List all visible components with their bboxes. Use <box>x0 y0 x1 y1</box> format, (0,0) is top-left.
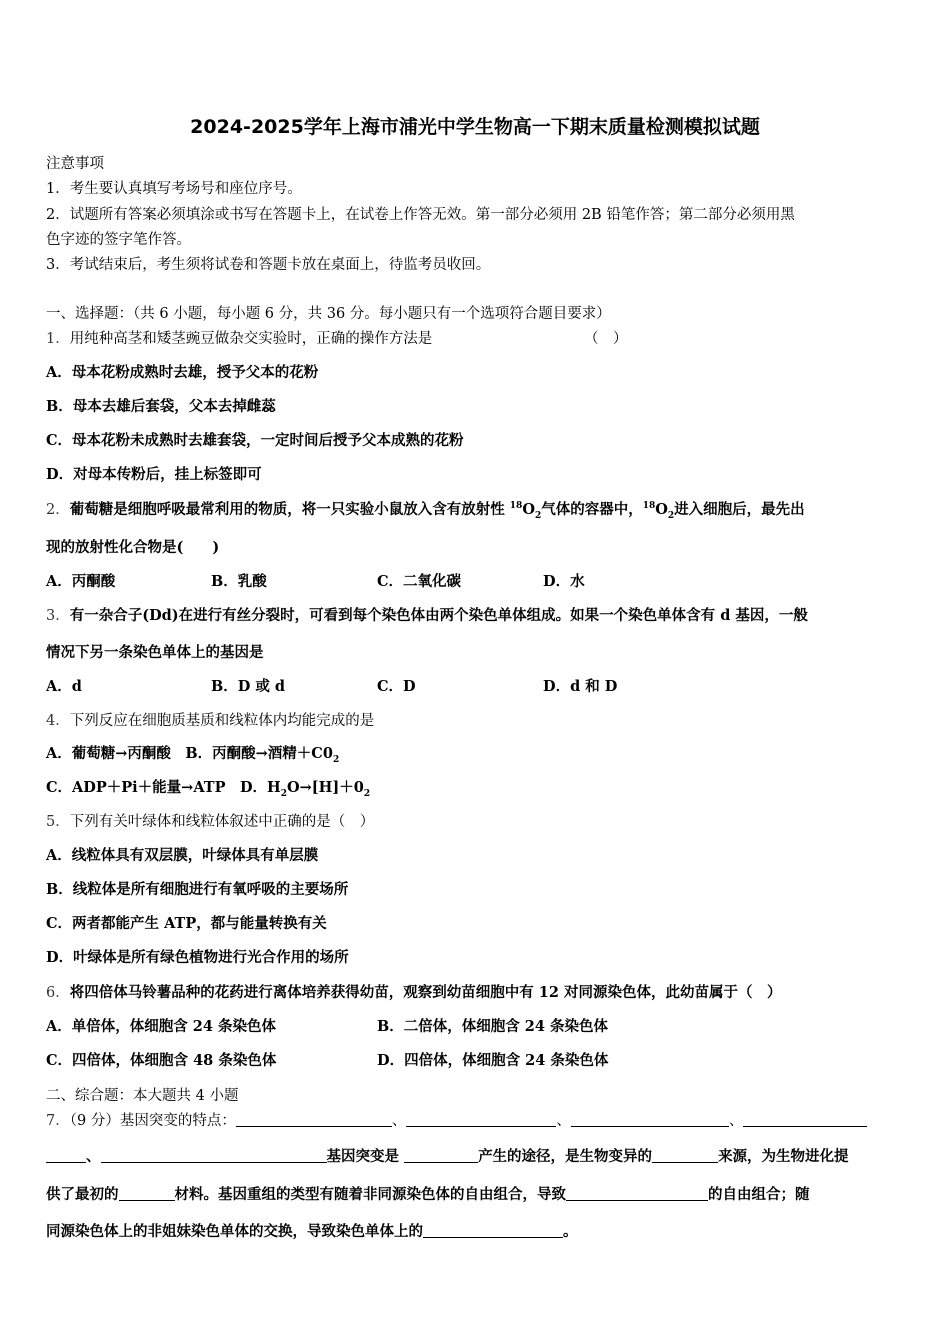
question-7-line-3 <box>46 1183 906 1204</box>
notice-item: 3．考试结束后，考生须将试卷和答题卡放在桌面上，待监考员收回。 <box>46 257 491 273</box>
answer-blank[interactable] <box>119 1186 175 1201</box>
subscript: 2 <box>667 510 675 521</box>
question-text: 下列有关叶绿体和线粒体叙述中正确的是（ ） <box>69 814 375 830</box>
page-title: 2024-2025学年上海市浦光中学生物高一下期末质量检测模拟试题 <box>190 116 760 138</box>
answer-blank[interactable] <box>101 1148 327 1163</box>
question-4-options-cd <box>46 776 370 799</box>
question-3-stem-cont: 情况下另一条染色单体上的基因是 <box>46 644 264 661</box>
separator: 、 <box>86 1148 101 1165</box>
question-text: 产生的途径，是生物变异的 <box>478 1148 653 1165</box>
answer-blank[interactable] <box>423 1223 563 1238</box>
question-3-stem <box>46 604 906 625</box>
question-1-option-a: A．母本花粉成熟时去雄，授予父本的花粉 <box>46 364 319 381</box>
answer-blank[interactable] <box>406 1112 556 1127</box>
question-number: 1． <box>46 331 70 347</box>
question-text: 的自由组合；随 <box>708 1186 810 1203</box>
separator: 、 <box>728 1113 744 1129</box>
question-number: 2． <box>46 502 70 518</box>
notice-item: 2．试题所有答案必须填涂或书写在答题卡上，在试卷上作答无效。第一部分必须用 2B 铅笔作答；第二部分必须用黑 <box>46 207 795 223</box>
question-number: 7． <box>46 1113 70 1129</box>
oxygen-symbol: O <box>522 501 535 518</box>
question-text: 基因突变的特点： <box>119 1113 236 1129</box>
notice-heading: 注意事项 <box>46 156 104 172</box>
question-text: 来源，为生物进化提 <box>718 1148 849 1165</box>
question-text: 进入细胞后，最先出 <box>674 501 805 518</box>
question-7-line-4 <box>46 1220 906 1241</box>
answer-blank[interactable] <box>571 1112 729 1127</box>
question-3-option-a: A．d <box>46 678 82 695</box>
question-6-option-d: D．四倍体，体细胞含 24 条染色体 <box>377 1052 609 1069</box>
question-1-option-b: B．母本去雄后套袋，父本去掉雌蕊 <box>46 398 276 415</box>
subscript: 2 <box>534 510 542 521</box>
separator: 、 <box>391 1113 407 1129</box>
question-7-line-2 <box>46 1145 906 1166</box>
question-score: （9 分） <box>69 1113 120 1129</box>
question-5-stem <box>46 810 906 831</box>
question-text: 葡萄糖是细胞呼吸最常利用的物质，将一只实验小鼠放入含有放射性 <box>69 501 510 518</box>
question-2-option-c: C．二氧化碳 <box>377 573 462 590</box>
option-text: C．ADP＋Pi＋能量→ATP D．H <box>46 779 281 796</box>
question-4-stem <box>46 709 906 730</box>
option-text: A．葡萄糖→丙酮酸 B．丙酮酸→酒精＋C0 <box>46 745 333 762</box>
answer-blank[interactable] <box>236 1112 392 1127</box>
answer-paren: （ ） <box>584 331 628 347</box>
question-2-option-b: B．乳酸 <box>211 573 267 590</box>
subscript: 2 <box>363 788 371 799</box>
question-text: 材料。基因重组的类型有随着非同源染色体的自由组合，导致 <box>174 1186 566 1203</box>
question-number: 6． <box>46 985 70 1001</box>
question-text: 有一杂合子(Dd)在进行有丝分裂时，可看到每个染色体由两个染色单体组成。如果一个染色单体含有 d 基因，一般 <box>69 607 808 624</box>
question-6-option-a: A．单倍体，体细胞含 24 条染色体 <box>46 1018 277 1035</box>
question-5-option-c: C．两者都能产生 ATP，都与能量转换有关 <box>46 915 327 932</box>
question-text: 基因突变是 <box>326 1148 399 1165</box>
isotope-superscript: 18 <box>509 501 523 512</box>
question-3-option-c: C．D <box>377 678 416 695</box>
subscript: 2 <box>280 788 288 799</box>
question-text: 同源染色体上的非姐妹染色单体的交换，导致染色单体上的 <box>46 1223 423 1240</box>
question-2-option-a: A．丙酮酸 <box>46 573 116 590</box>
oxygen-symbol: O <box>655 501 668 518</box>
question-3-option-b: B．D 或 d <box>211 678 286 695</box>
answer-blank[interactable] <box>566 1186 708 1201</box>
answer-blank[interactable] <box>46 1148 86 1163</box>
question-1-stem <box>46 327 906 348</box>
question-text: 供了最初的 <box>46 1186 119 1203</box>
question-5-option-b: B．线粒体是所有细胞进行有氧呼吸的主要场所 <box>46 881 349 898</box>
isotope-superscript: 18 <box>642 501 656 512</box>
section2-heading: 二、综合题：本大题共 4 小题 <box>46 1088 239 1104</box>
question-number: 3． <box>46 608 70 624</box>
question-6-stem <box>46 981 906 1002</box>
question-7-line-1 <box>46 1109 906 1130</box>
question-5-option-a: A．线粒体具有双层膜，叶绿体具有单层膜 <box>46 847 319 864</box>
question-text: 将四倍体马铃薯品种的花药进行离体培养获得幼苗，观察到幼苗细胞中有 12 对同源染色体，此幼苗属于（ ） <box>69 984 782 1001</box>
answer-blank[interactable] <box>743 1112 867 1127</box>
notice-item: 色字迹的签字笔作答。 <box>46 232 191 248</box>
question-text: 。 <box>563 1223 578 1240</box>
answer-blank[interactable] <box>652 1148 718 1163</box>
question-2-stem-cont: 现的放射性化合物是( ) <box>46 539 220 556</box>
question-text: 气体的容器中， <box>541 501 643 518</box>
question-5-option-d: D．叶绿体是所有绿色植物进行光合作用的场所 <box>46 949 349 966</box>
question-3-option-d: D．d 和 D <box>543 678 618 695</box>
question-1-option-d: D．对母本传粉后，挂上标签即可 <box>46 466 262 483</box>
option-text: O→[H]＋0 <box>287 779 364 796</box>
section1-heading: 一、选择题：（共 6 小题，每小题 6 分，共 36 分。每小题只有一个选项符合题目要求） <box>46 306 611 322</box>
question-number: 4． <box>46 713 70 729</box>
question-6-option-b: B．二倍体，体细胞含 24 条染色体 <box>377 1018 609 1035</box>
question-text: 下列反应在细胞质基质和线粒体内均能完成的是 <box>69 713 375 729</box>
question-text: 用纯种高茎和矮茎豌豆做杂交实验时，正确的操作方法是 <box>69 331 433 347</box>
separator: 、 <box>556 1113 571 1129</box>
question-number: 5． <box>46 814 70 830</box>
notice-item: 1．考生要认真填写考场号和座位序号。 <box>46 181 302 197</box>
question-4-options-ab <box>46 742 339 765</box>
question-2-option-d: D．水 <box>543 573 585 590</box>
question-1-option-c: C．母本花粉未成熟时去雄套袋，一定时间后授予父本成熟的花粉 <box>46 432 464 449</box>
question-6-option-c: C．四倍体，体细胞含 48 条染色体 <box>46 1052 277 1069</box>
answer-blank[interactable] <box>404 1148 478 1163</box>
question-2-stem <box>46 498 906 521</box>
subscript: 2 <box>332 754 340 765</box>
